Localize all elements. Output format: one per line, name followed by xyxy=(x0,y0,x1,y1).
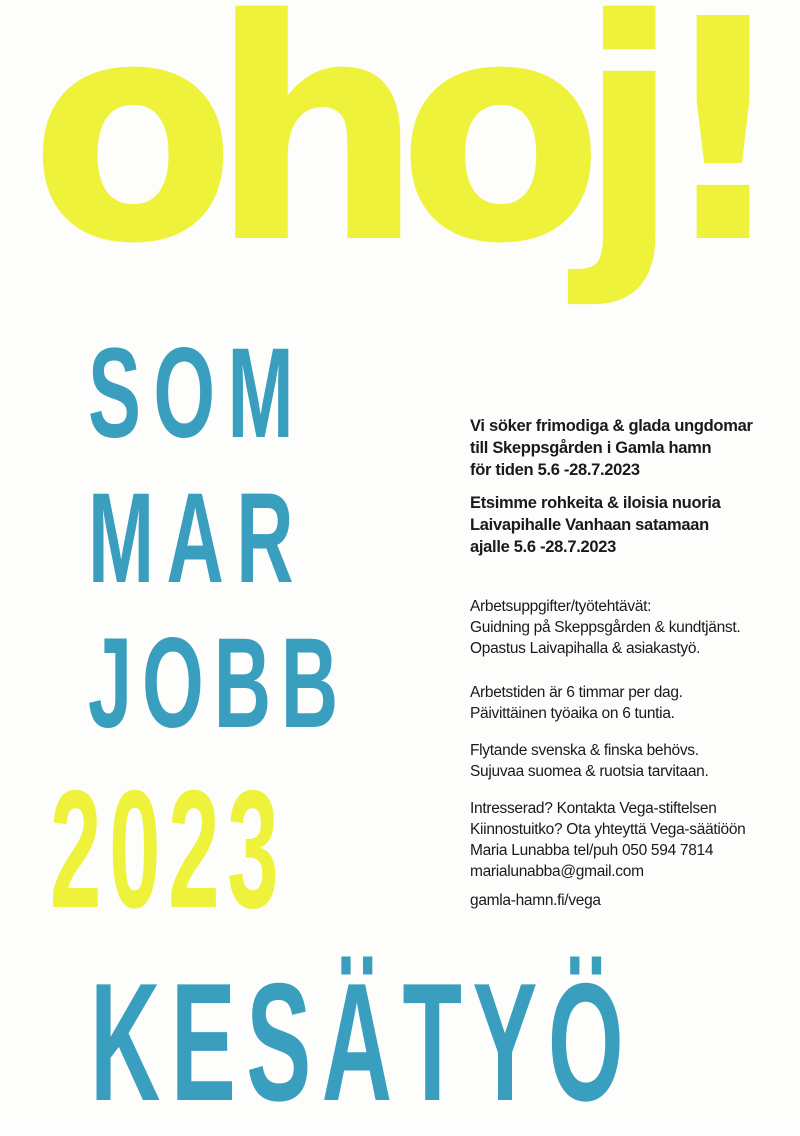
hours-line: Päivittäinen työaika on 6 tuntia. xyxy=(470,705,675,722)
contact-line: Kiinnostuitko? Ota yhteyttä Vega-säätiöön xyxy=(470,821,746,838)
intro-swedish xyxy=(470,415,790,481)
contact-section xyxy=(470,798,790,882)
headline-year: 2023 xyxy=(50,755,287,943)
tasks-line: Arbetsuppgifter/työtehtävät: xyxy=(470,598,652,615)
intro-sv-line: till Skeppsgården i Gamla hamn xyxy=(470,439,712,457)
contact-email: marialunabba@gmail.com xyxy=(470,863,644,880)
tasks-section xyxy=(470,596,790,659)
languages-section xyxy=(470,740,790,782)
headline-word-mar: MAR xyxy=(88,467,306,610)
hours-line: Arbetstiden är 6 timmar per dag. xyxy=(470,684,683,701)
hours-section xyxy=(470,682,790,724)
languages-line: Flytande svenska & finska behövs. xyxy=(470,742,699,759)
website: gamla-hamn.fi/vega xyxy=(470,892,601,909)
intro-fi-line: Laivapihalle Vanhaan satamaan xyxy=(470,516,709,534)
intro-sv-line: för tiden 5.6 -28.7.2023 xyxy=(470,461,640,479)
contact-phone: Maria Lunabba tel/puh 050 594 7814 xyxy=(470,842,714,859)
intro-fi-line: Etsimme rohkeita & iloisia nuoria xyxy=(470,494,721,512)
tasks-line: Opastus Laivapihalla & asiakastyö. xyxy=(470,640,701,657)
headline-word-som: SOM xyxy=(88,322,306,465)
intro-sv-line: Vi söker frimodiga & glada ungdomar xyxy=(470,417,753,435)
intro-finnish xyxy=(470,492,790,558)
intro-fi-line: ajalle 5.6 -28.7.2023 xyxy=(470,538,616,556)
headline-word-kesatyo: KESÄTYÖ xyxy=(90,948,635,1136)
poster-title: ohoj! xyxy=(30,0,766,311)
tasks-line: Guidning på Skeppsgården & kundtjänst. xyxy=(470,619,741,636)
languages-line: Sujuvaa suomea & ruotsia tarvitaan. xyxy=(470,763,709,780)
contact-line: Intresserad? Kontakta Vega-stiftelsen xyxy=(470,800,717,817)
headline-word-jobb: JOBB xyxy=(88,612,349,755)
